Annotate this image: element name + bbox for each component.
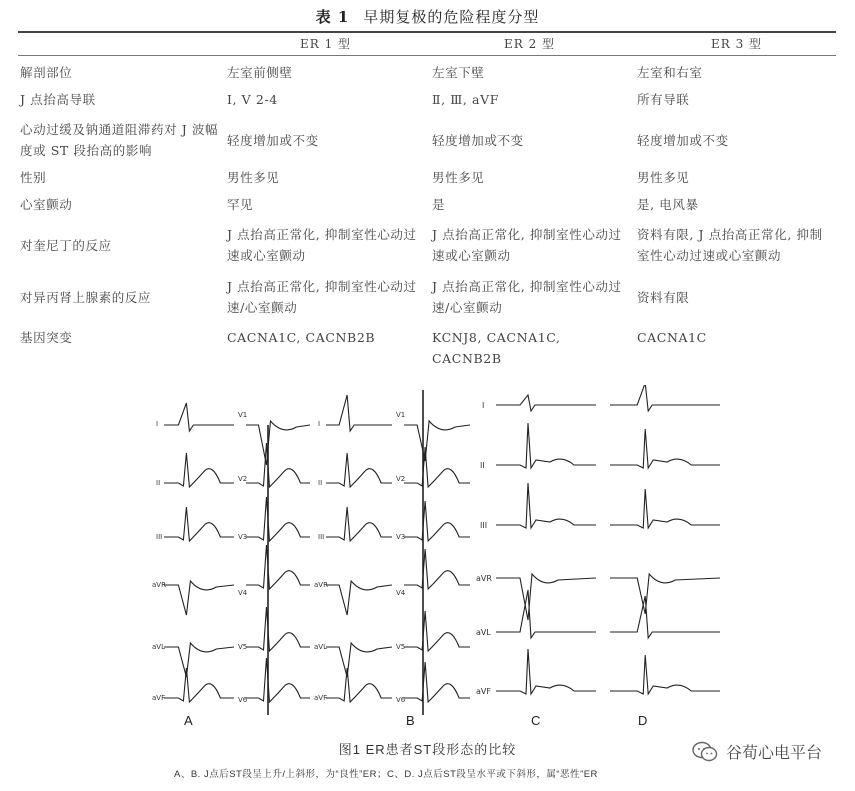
cell-er1-isoproterenol: J 点抬高正常化, 抑制室性心动过速/心室颤动 — [227, 279, 417, 315]
ecg-trace-A-precordial — [246, 421, 310, 465]
ecg-trace-B-limb — [326, 581, 392, 615]
row-label-vf: 心室颤动 — [20, 197, 73, 212]
lead-label-III: III — [480, 521, 488, 530]
ecg-trace-D — [610, 489, 720, 528]
cell-er1-gene: CACNA1C, CACNB2B — [227, 330, 376, 345]
lead-label-II: II — [480, 461, 485, 470]
ecg-trace-A-precordial — [246, 497, 310, 541]
lead-label-aVF: aVF — [476, 687, 491, 696]
lead-label-aVL: aVL — [476, 628, 491, 637]
lead-label-II: II — [156, 479, 161, 487]
lead-label-V4: V4 — [396, 589, 406, 597]
cell-er1-leads: Ⅰ, V 2-4 — [227, 92, 278, 107]
cell-er3-sex: 男性多见 — [637, 170, 690, 185]
ecg-trace-C — [496, 590, 596, 638]
lead-label-aVR: aVR — [476, 574, 492, 583]
cell-er3-isoproterenol: 资料有限 — [637, 290, 690, 305]
ecg-trace-A-precordial — [246, 545, 310, 589]
ecg-trace-D — [610, 596, 720, 638]
table-top-rule — [18, 31, 836, 33]
ecg-trace-A-limb — [164, 643, 234, 677]
lead-label-aVL: aVL — [152, 643, 165, 651]
ecg-trace-C — [496, 423, 596, 468]
cell-er2-gene: KCNJ8, CACNA1C, CACNB2B — [432, 330, 561, 366]
table-title — [0, 6, 855, 27]
ecg-trace-D — [610, 429, 720, 468]
lead-label-aVR: aVR — [152, 581, 166, 589]
lead-label-V1: V1 — [396, 411, 406, 419]
row-label-isoproterenol: 对异丙肾上腺素的反应 — [20, 290, 152, 305]
lead-label-I: I — [318, 420, 321, 428]
lead-label-V6: V6 — [238, 696, 248, 704]
ecg-trace-A-limb — [164, 668, 234, 702]
ecg-trace-B-precordial — [404, 662, 470, 702]
figure-caption: 图1 ER患者ST段形态的比较 — [338, 742, 517, 757]
cell-er1-anatomy: 左室前侧壁 — [227, 65, 293, 80]
column-header-er2: ER 2 型 — [504, 37, 556, 51]
cell-er1-drug-effect: 轻度增加或不变 — [227, 133, 319, 148]
ecg-trace-D — [610, 574, 720, 614]
lead-label-V4: V4 — [238, 589, 248, 597]
cell-er3-anatomy: 左室和右室 — [637, 65, 703, 80]
ecg-trace-B-limb — [326, 453, 392, 487]
cell-er1-vf: 罕见 — [227, 197, 254, 212]
lead-label-aVR: aVR — [314, 581, 328, 589]
lead-label-I: I — [156, 420, 159, 428]
lead-label-V5: V5 — [396, 643, 406, 651]
table-number: 表 1 — [315, 8, 350, 26]
ecg-trace-B-limb — [326, 668, 392, 702]
lead-label-V2: V2 — [238, 475, 248, 483]
cell-er3-quinidine: 资料有限, J 点抬高正常化, 抑制室性心动过速或心室颤动 — [637, 227, 823, 263]
lead-label-aVF: aVF — [314, 694, 328, 702]
lead-label-II: II — [318, 479, 323, 487]
panel-letter-D: D — [638, 713, 648, 728]
panel-letter-B: B — [406, 713, 415, 728]
ecg-trace-B-limb — [326, 507, 392, 541]
cell-er3-leads: 所有导联 — [637, 92, 690, 107]
ecg-trace-B-limb — [326, 395, 392, 431]
cell-er2-leads: Ⅱ, Ⅲ, aVF — [432, 92, 499, 107]
lead-label-V2: V2 — [396, 475, 406, 483]
lead-label-V6: V6 — [396, 696, 406, 704]
figure-note: A、B. J点后ST段呈上升/上斜形，为“良性”ER；C、D. J点后ST段呈水平或下斜形，属“恶性”ER — [174, 769, 598, 780]
cell-er2-sex: 男性多见 — [432, 170, 485, 185]
cell-er3-gene: CACNA1C — [637, 330, 707, 345]
ecg-trace-A-limb — [164, 507, 234, 541]
table-title-text: 早期复极的危险程度分型 — [363, 8, 540, 26]
lead-label-aVL: aVL — [314, 643, 327, 651]
ecg-trace-B-precordial — [404, 501, 470, 541]
lead-label-V1: V1 — [238, 411, 248, 419]
ecg-trace-C — [496, 483, 596, 528]
wechat-icon — [692, 741, 718, 763]
ecg-trace-A-limb — [164, 581, 234, 615]
cell-er3-vf: 是, 电风暴 — [637, 197, 699, 212]
cell-er2-anatomy: 左室下壁 — [432, 65, 485, 80]
lead-label-V5: V5 — [238, 643, 248, 651]
ecg-trace-A-limb — [164, 403, 234, 431]
ecg-trace-C — [496, 395, 596, 411]
ecg-trace-B-precordial — [404, 611, 470, 651]
lead-label-III: III — [156, 533, 163, 541]
ecg-traces — [140, 385, 820, 730]
row-label-gene: 基因突变 — [20, 330, 73, 345]
ecg-trace-A-precordial — [246, 607, 310, 651]
table-header-rule — [18, 55, 836, 56]
ecg-trace-B-precordial — [404, 447, 470, 487]
lead-label-V3: V3 — [238, 533, 248, 541]
watermark-text: 谷荀心电平台 — [726, 743, 823, 762]
panel-letter-C: C — [531, 713, 541, 728]
panel-letter-A: A — [184, 713, 193, 728]
cell-er2-isoproterenol: J 点抬高正常化, 抑制室性心动过速/心室颤动 — [432, 279, 622, 315]
ecg-figure — [140, 385, 820, 730]
lead-label-III: III — [318, 533, 325, 541]
ecg-trace-D — [610, 655, 720, 694]
cell-er3-drug-effect: 轻度增加或不变 — [637, 133, 729, 148]
row-label-sex: 性别 — [20, 170, 47, 185]
lead-label-aVF: aVF — [152, 694, 166, 702]
ecg-trace-A-limb — [164, 453, 234, 487]
watermark — [692, 740, 822, 763]
ecg-trace-D — [610, 385, 720, 411]
row-label-leads: J 点抬高导联 — [20, 92, 96, 107]
row-label-anatomy: 解剖部位 — [20, 65, 73, 80]
ecg-trace-A-precordial — [246, 443, 310, 487]
ecg-trace-B-limb — [326, 643, 392, 677]
cell-er2-vf: 是 — [432, 197, 446, 212]
ecg-trace-A-precordial — [246, 658, 310, 702]
row-label-quinidine: 对奎尼丁的反应 — [20, 238, 112, 253]
column-header-er3: ER 3 型 — [711, 37, 763, 51]
lead-label-V3: V3 — [396, 533, 406, 541]
column-header-er1: ER 1 型 — [300, 37, 352, 51]
cell-er2-drug-effect: 轻度增加或不变 — [432, 133, 524, 148]
ecg-trace-C — [496, 649, 596, 694]
lead-label-I: I — [482, 401, 485, 410]
row-label-drug-effect: 心动过缓及钠通道阻滞药对 J 波幅度或 ST 段抬高的影响 — [20, 122, 219, 158]
cell-er1-quinidine: J 点抬高正常化, 抑制室性心动过速或心室颤动 — [227, 227, 417, 263]
ecg-trace-B-precordial — [404, 421, 470, 461]
cell-er1-sex: 男性多见 — [227, 170, 280, 185]
cell-er2-quinidine: J 点抬高正常化, 抑制室性心动过速或心室颤动 — [432, 227, 622, 263]
ecg-trace-C — [496, 574, 596, 620]
ecg-trace-B-precordial — [404, 549, 470, 589]
